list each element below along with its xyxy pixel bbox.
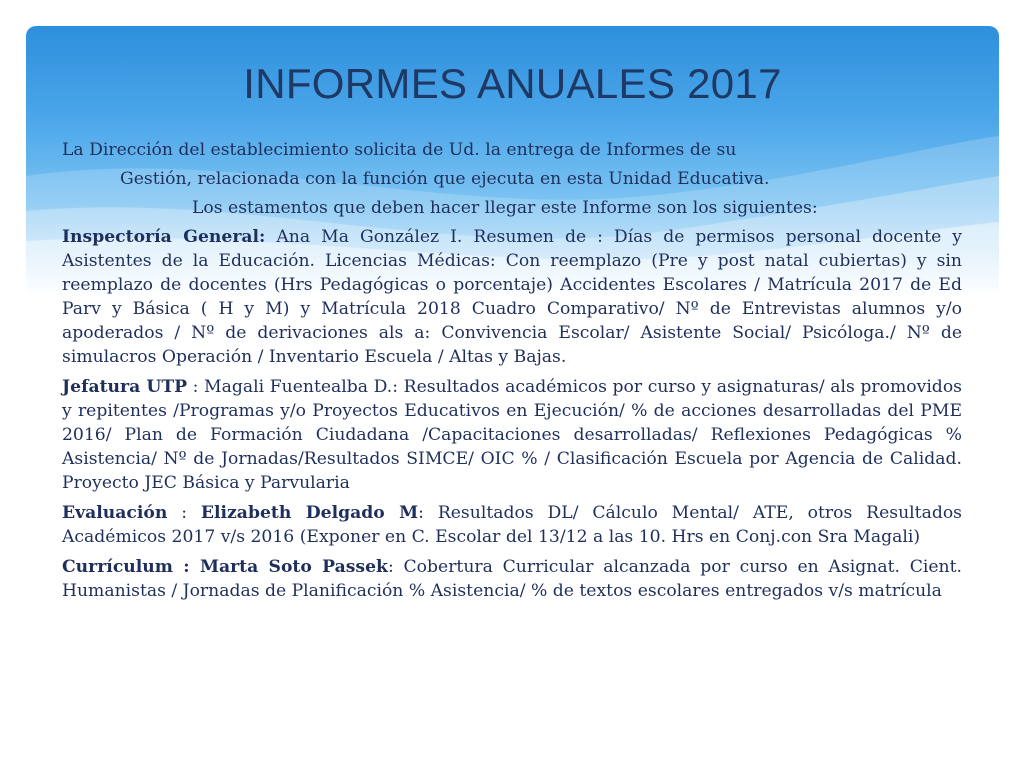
intro-line: La Dirección del establecimiento solicita de Ud. la entrega de Informes de su [62, 140, 737, 160]
section-text: : Resultados DL/ Cálculo Mental/ ATE, otros Resultados Académicos 2017 v/s 2016 (Exponer en C. Escolar del 13/12 a las 10. Hrs en Conj.con Sra Magali) [62, 503, 962, 547]
section-label: Evaluación [62, 503, 168, 523]
intro-line: Los estamentos que deben hacer llegar este Informe son los siguientes: [192, 198, 818, 218]
intro-line: Gestión, relacionada con la función que ejecuta en esta Unidad Educativa. [120, 169, 770, 189]
section-separator: : [167, 503, 201, 523]
section-label: Currículum : Marta Soto Passek [62, 557, 388, 577]
section-inspectoria [62, 225, 962, 369]
section-evaluacion [62, 501, 962, 549]
section-text: : Magali Fuentealba D.: Resultados académicos por curso y asignaturas/ als promovidos y repitentes /Programas y/o Proyectos Educativos en Ejecución/ % de acciones desarrolladas del PME 2016/ Plan de Formación Ciudadana /Capacitaciones desarrolladas/ Reflexiones Pedagógicas % Asistencia/ Nº de Jornadas/Resultados SIMCE/ OIC % / Clasificación Escuela por Agencia de Calidad. Proyecto JEC Básica y Parvularia [62, 377, 962, 493]
slide-body [62, 138, 962, 609]
section-label: Inspectoría General: [62, 227, 266, 247]
section-label-name: Elizabeth Delgado M [200, 503, 419, 523]
section-utp [62, 375, 962, 495]
section-label: Jefatura UTP [62, 377, 188, 397]
slide-title: INFORMES ANUALES 2017 [243, 60, 782, 107]
section-text: : Cobertura Curricular alcanzada por curso en Asignat. Cient. Humanistas / Jornadas de Planificación % Asistencia/ % de textos escolares entregados v/s matrícula [62, 557, 963, 601]
section-text: Ana Ma González I. Resumen de : Días de permisos personal docente y Asistentes de la Educación. Licencias Médicas: Con reemplazo (Pre y post natal cubiertas) y sin reemplazo de docentes (Hrs Pedagógicas o porcentaje) Accidentes Escolares / Matrícula 2017 de Ed Parv y Básica ( H y M) y Matrícula 2018 Cuadro Comparativo/ Nº de Entrevistas alumnos y/o apoderados / Nº de derivaciones als a: Convivencia Escolar/ Asistente Social/ Psicóloga./ Nº de simulacros Operación / Inventario Escuela / Altas y Bajas. [62, 227, 962, 367]
section-curriculum [62, 555, 962, 603]
